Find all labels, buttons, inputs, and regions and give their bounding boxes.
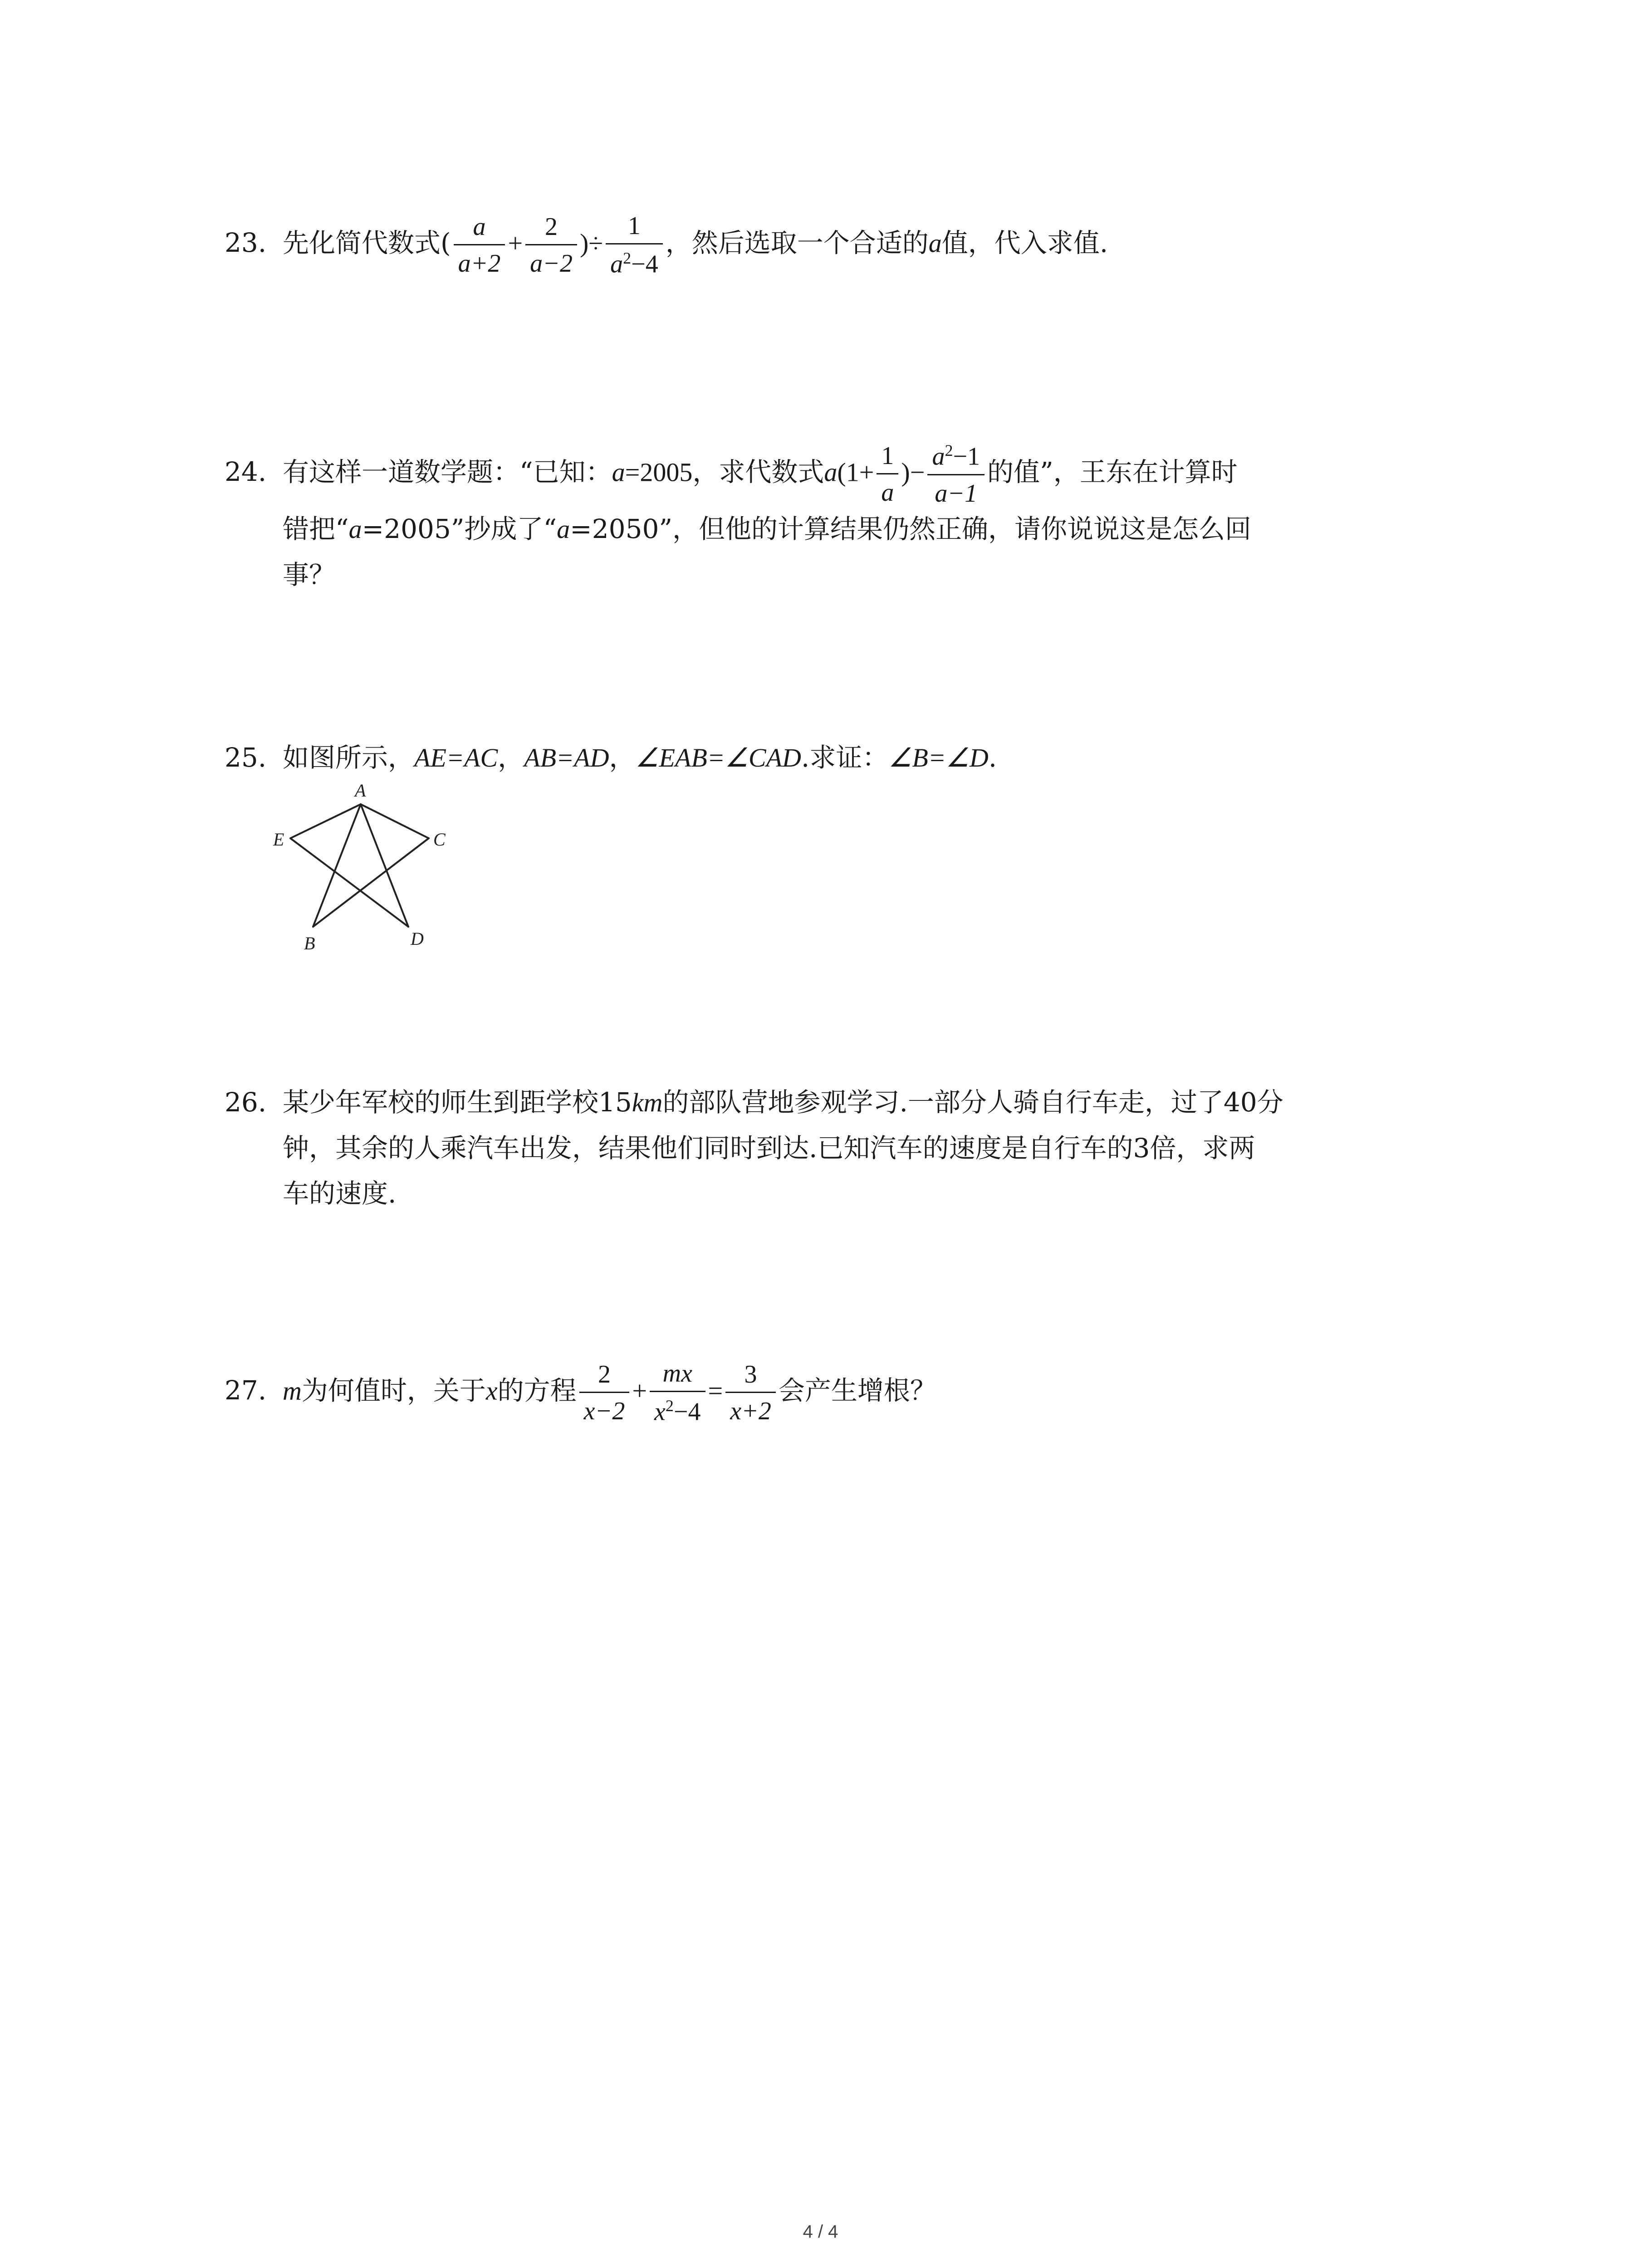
question-24: 24. 有这样一道数学题：“已知：a=2005，求代数式a(1+ $\frac{1}{a}$ )− $\frac{a^2-1}{a-1}$ 的值”，王东在计算时 错把“a=2005”抄成了“a=2050”，但他的计算结果仍然正确，请你说说这是怎么回 事？ — [225, 442, 1422, 597]
question-23: 23. 先化简代数式( $\frac{a}{a+2}$ + $\frac{2}{a-2}$ )÷ $\frac{1}{a^2-4}$ ，然后选取一个合适的a值，代入求值. — [225, 212, 1108, 279]
question-number: 23. — [225, 227, 267, 259]
fraction-1-over-a-squared-minus-4: $\frac{1}{a^2-4}$ — [606, 213, 663, 277]
vertex-label-A: A — [355, 780, 366, 801]
fraction-1-over-a: $\frac{1}{a}$ — [877, 443, 898, 505]
fraction-2-over-x-minus-2: $\frac{2}{x-2}$ — [579, 1362, 630, 1424]
fraction-2-over-a-minus-2: $\frac{2}{a-2}$ — [525, 214, 577, 276]
question-number: 24. — [225, 456, 267, 488]
question-text-line: 钟，其余的人乘汽车出发，结果他们同时到达.已知汽车的速度是自行车的3倍，求两 — [283, 1133, 1255, 1163]
question-text-line: 事？ — [283, 559, 336, 590]
vertex-label-B: B — [304, 933, 315, 953]
question-text-line: 错把“a=2005”抄成了“a=2050”，但他的计算结果仍然正确，请你说说这是怎么回 — [283, 513, 1252, 544]
question-number: 26. — [225, 1087, 267, 1118]
question-27: 27. m为何值时，关于x的方程 $\frac{2}{x-2}$ + $\frac{mx}{x^2-4}$ = $\frac{3}{x+2}$ 会产生增根？ — [225, 1359, 936, 1426]
question-text-line: 车的速度. — [283, 1178, 397, 1209]
question-25: 25. 如图所示，AE=AC，AB=AD，∠EAB=∠CAD.求证：∠B=∠D. — [225, 735, 1422, 781]
segment-AC — [361, 804, 429, 838]
vertex-label-C: C — [433, 829, 446, 850]
fraction-3-over-x-plus-2: $\frac{3}{x+2}$ — [725, 1362, 776, 1424]
vertex-label-D: D — [411, 929, 424, 949]
vertex-label-E: E — [273, 829, 284, 850]
geometry-figure-star — [259, 779, 472, 961]
fraction-a-over-a-plus-2: $\frac{a}{a+2}$ — [454, 214, 505, 276]
fraction-mx-over-x-squared-minus-4: $\frac{mx}{x^2-4}$ — [650, 1361, 705, 1425]
question-number: 27. — [225, 1375, 267, 1406]
fraction-a-squared-minus-1-over-a-minus-1: $\frac{a^2-1}{a-1}$ — [927, 442, 985, 506]
question-text: 先化简代数式( — [283, 227, 451, 259]
page-number: 4 / 4 — [803, 2222, 838, 2242]
question-number: 25. — [225, 742, 267, 773]
question-26: 26. 某少年军校的师生到距学校15km的部队营地参观学习.一部分人骑自行车走，过了40分 钟，其余的人乘汽车出发，结果他们同时到达.已知汽车的速度是自行车的3倍，求两 车的速度. — [225, 1080, 1422, 1216]
